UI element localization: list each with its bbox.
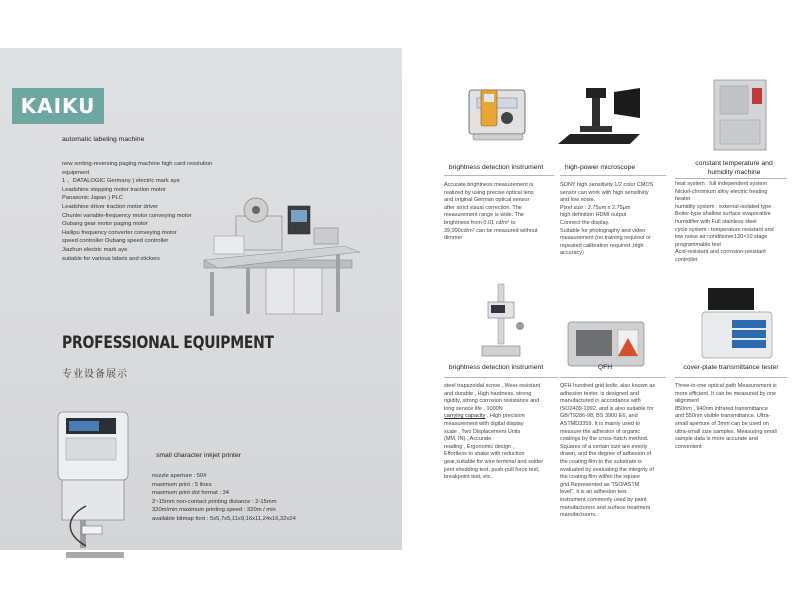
brightness-instrument-image <box>463 84 529 148</box>
spec-line: Leadshine driver traction motor driver <box>62 203 159 210</box>
spec-line: Acid-resistant and corrosion-resistant <box>675 249 766 256</box>
spec-line: joint shedding test, push-pull force test, <box>444 466 540 473</box>
spec-line: sensor can work with high sensitivity <box>560 189 649 196</box>
spec-line: grid.Represented as "ISO/ASTM <box>560 481 640 488</box>
spec-line: 850nm , 940nm infrared transmittance <box>675 405 768 412</box>
spec-line: convenient <box>675 443 702 450</box>
inkjet-printer-image <box>46 406 136 566</box>
spec-line: ultra-small size samples. Measuring small <box>675 428 777 435</box>
chamber-caption-1: constant temperature and <box>695 160 773 167</box>
spec-line: steel trapezoidal screw , Wear-resistant <box>444 383 541 389</box>
spec-line: the coating film to the substrate is <box>560 458 642 465</box>
spec-line: adhesion tester, is designed and <box>560 390 639 397</box>
spec-line: heater <box>675 196 691 203</box>
spec-line: equipment <box>62 169 90 176</box>
spec-line: Leadshine stepping motor traction motor <box>62 186 166 193</box>
spec-line: high definition HDMI output <box>560 212 627 219</box>
spec-line: small aperture of 3mm can be used on <box>675 420 769 427</box>
cover-plate-tester-image <box>700 284 774 364</box>
spec-line: 2~15mm non-contact printing distance : 2-15mm <box>152 498 277 505</box>
spec-line: humidifier with Full stainless steel <box>675 218 757 225</box>
spec-line: and durable , High hardness, strong <box>444 390 532 397</box>
spec-line: Suitable for photography and video <box>560 227 646 234</box>
spec-line: new sorting-reversing paging machine high card resolution <box>62 161 213 167</box>
spec-line: Jiazhun electric mark aye <box>62 246 128 253</box>
divider <box>444 377 558 378</box>
coverplate-caption: cover-plate transmittance tester <box>683 364 779 371</box>
spec-line: and 550nm visible transmittance. Ultra- <box>675 413 771 420</box>
spec-line: 320m/min maximum printing speed : 320m / min <box>152 507 276 514</box>
spec-line: maximum print dot format : 34 <box>152 490 229 497</box>
spec-line: nozzle aperture : 50# <box>152 473 207 479</box>
spec-line: the coating film within the square <box>560 474 641 481</box>
spec-line: after strict visual correction. The <box>444 204 522 211</box>
spec-line: and low noise. <box>560 197 596 204</box>
microscope-caption: high-power microscope <box>564 164 636 171</box>
microscope-description <box>560 182 666 258</box>
spec-line: accuracy) <box>560 250 584 257</box>
underlined-text: carrying capacity <box>444 413 486 420</box>
spec-line: suitable for various labels and stickers <box>62 255 160 262</box>
spec-line: Nickel-chromium alloy electric heating <box>675 188 768 195</box>
coverplate-description <box>675 383 787 451</box>
spec-line: rigidity, strong corrosion resistance and <box>444 398 540 405</box>
spec-line: heat system : full independent system <box>675 181 768 187</box>
spec-line: evaluated by evaluating the integrity of <box>560 466 654 473</box>
spec-line: Pixel size : 2.75um x 2.75μm <box>560 204 631 211</box>
spec-line: ASTMD3359. It is mainly used to <box>560 420 641 427</box>
spec-line: Oubang gear motor paging motor <box>62 221 148 228</box>
inkjet-printer-specs <box>152 472 296 524</box>
spec-line: measurement range is wide. The <box>444 212 524 219</box>
spec-line: Hailipu frequency converter conveying motor <box>62 229 177 236</box>
divider <box>560 377 666 378</box>
spec-line: measurement (no training required or <box>560 235 651 242</box>
spec-line: programmable test <box>675 241 721 248</box>
spec-line: Chunlei variable-frequency motor conveying motor <box>62 212 192 219</box>
brightness-caption: brightness detection instrument <box>448 164 544 171</box>
spec-line: level", it is an adhesion test <box>560 489 627 496</box>
spec-line: repeated calibration required ,high <box>560 242 644 249</box>
left-panel <box>0 48 402 550</box>
spec-line: Effortless to shake with reduction <box>444 451 525 458</box>
spec-line: (MM, IN) , Accurate <box>444 436 492 443</box>
spec-line: dimmer <box>444 235 463 242</box>
labeling-machine-specs <box>62 160 212 263</box>
qfh-description <box>560 383 666 520</box>
spec-line: Boiler-type shallow surface evaporative <box>675 211 771 218</box>
brightness-description <box>444 182 554 243</box>
spec-line: Connect the display. <box>560 219 610 226</box>
qfh-kit-image <box>564 316 648 368</box>
spec-line: available bitmap font : 5x5,7x5,11x9,16x11,24x16,32x24 <box>152 515 296 522</box>
chamber-description <box>675 181 787 265</box>
spec-line: GB/T9286-98, BS 3900 E6, and <box>560 413 638 420</box>
tester-description <box>444 383 560 482</box>
spec-line: 1 、DATALOGIC Germany ) electric mark aye <box>62 178 180 185</box>
divider <box>675 178 787 179</box>
tester-caption: brightness detection instrument <box>448 364 544 371</box>
spec-line: scale , Two Displacement Units <box>444 428 521 435</box>
spec-line: Panasonic Japan ) PLC <box>62 195 123 202</box>
professional-equipment-heading: PROFESSIONAL EQUIPMENT <box>62 333 274 353</box>
spec-line: manufacturers and surface treatment <box>560 504 651 511</box>
chamber-caption-2: humidity machine <box>707 169 761 176</box>
spec-line: maximum print : 5 lines <box>152 481 212 488</box>
spec-line: Accurate brightness measurement is <box>444 182 534 188</box>
spec-line: long service life , 1000N <box>444 405 503 412</box>
qfh-caption: QFH <box>597 364 613 371</box>
spec-line: speed controller Oubang speed controller <box>62 238 169 245</box>
labeling-machine-title: automatic labeling machine <box>62 136 145 143</box>
humidity-chamber-image <box>712 78 768 152</box>
spec-line: Squares of a certain size are evenly <box>560 443 648 450</box>
spec-line: coatings by the cross-hatch method. <box>560 436 649 443</box>
spec-line: QFH hundred grid knife, also known as <box>560 383 656 389</box>
spec-line: ISO2409-1992, and is also suitable for <box>560 405 654 412</box>
spec-line: and original German optical sensor <box>444 197 530 204</box>
microscope-image <box>556 82 642 148</box>
inkjet-printer-title: small character inkjet printer <box>156 452 241 459</box>
spec-line: gear,suitable for wire terminal and solder <box>444 458 544 465</box>
labeling-machine-image <box>196 188 368 324</box>
spec-line: realized by using precise optical lens <box>444 189 534 196</box>
divider <box>560 175 666 176</box>
spec-line: cycle system : temperature resistant and <box>675 226 774 233</box>
spec-line: Three-in-one optical path Measurement is <box>675 383 777 389</box>
spec-line: measure the adhesion of organic <box>560 428 641 435</box>
spec-line: manufactured in accordance with <box>560 398 641 405</box>
spec-line: instrument commonly used by paint <box>560 496 647 503</box>
kaiku-logo: KAIKU <box>12 88 104 124</box>
spec-line: 39,990cd/m² can be measured without <box>444 227 538 234</box>
spec-line: measurement with digital display <box>444 420 524 427</box>
divider <box>675 377 787 378</box>
spec-line: brightness from 0.01 cd/m² to <box>444 219 516 226</box>
divider <box>444 175 554 176</box>
spec-line: manufacturers. <box>560 512 597 519</box>
spec-line: SONY high sensitivity 1/2 color CMOS <box>560 182 654 188</box>
spec-line: low noise air conditioner120×10 stage <box>675 234 768 241</box>
spec-line: reading , Ergonomic design , <box>444 443 515 450</box>
spec-line: breakpoint test, etc. <box>444 474 492 481</box>
spec-line: drawn, and the degree of adhesion of <box>560 451 652 458</box>
professional-equipment-cn-heading: 专业设备展示 <box>62 369 128 380</box>
spec-line: alignment <box>675 398 699 405</box>
spec-line: controller <box>675 256 698 263</box>
spec-line: sample data is more accurate and <box>675 436 758 443</box>
spec-line: carrying capacity , High precision <box>444 413 525 420</box>
spec-line: humidity system : external-isolated type <box>675 203 772 210</box>
force-tester-image <box>476 280 526 362</box>
spec-line: more efficient. It can be measured by one <box>675 390 777 397</box>
